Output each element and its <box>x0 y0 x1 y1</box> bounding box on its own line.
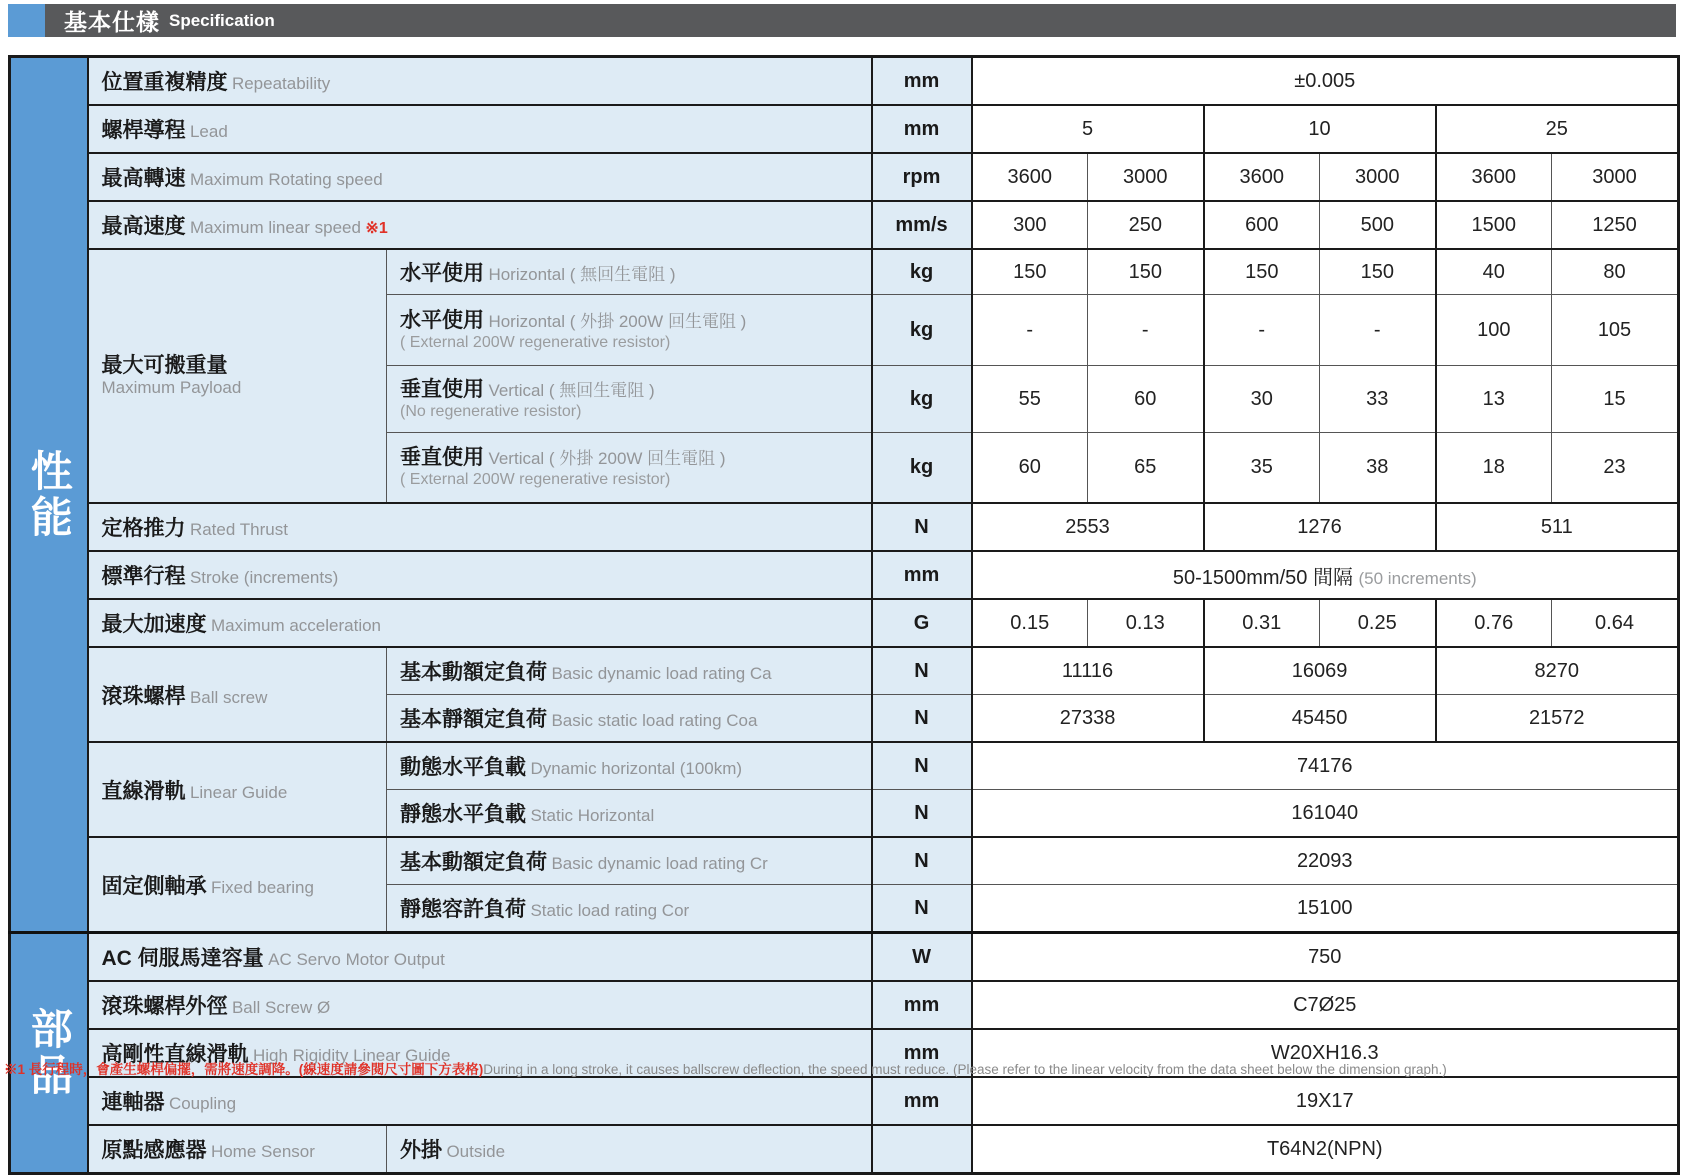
payload-value: 33 <box>1320 366 1436 433</box>
ball-screw-dia-unit: mm <box>872 981 972 1029</box>
ball-screw-static-value: 21572 <box>1436 695 1679 743</box>
linear-guide-static-unit: N <box>872 790 972 838</box>
row-max-acceleration <box>10 599 1679 647</box>
payload-value: 100 <box>1436 295 1552 366</box>
footnote-en: During in a long stroke, it causes ballscrew deflection, the speed must reduce. (Please refer to the linear velocity from the data sheet below the dimension graph.) <box>483 1062 1447 1077</box>
payload-unit: kg <box>872 295 972 366</box>
payload-value: 65 <box>1088 433 1204 504</box>
rated-thrust-value: 511 <box>1436 503 1679 551</box>
payload-value: - <box>1204 295 1320 366</box>
lin-speed-value: 1250 <box>1552 201 1679 249</box>
linear-guide-static-value: 161040 <box>972 790 1679 838</box>
payload-value: 150 <box>1204 249 1320 295</box>
linear-guide-static-label: 靜態水平負載 Static Horizontal <box>387 790 872 838</box>
section-parts-text: 部品 <box>25 1007 73 1099</box>
lin-speed-value: 300 <box>972 201 1088 249</box>
payload-value: 13 <box>1436 366 1552 433</box>
ball-screw-dynamic-value: 11116 <box>972 647 1204 695</box>
home-sensor-label: 原點感應器 Home Sensor <box>88 1125 387 1174</box>
accel-value: 0.25 <box>1320 599 1436 647</box>
linear-guide-dynamic-value: 74176 <box>972 742 1679 790</box>
coupling-label: 連軸器 Coupling <box>88 1077 872 1125</box>
payload-value: 23 <box>1552 433 1679 504</box>
payload-unit: kg <box>872 249 972 295</box>
rot-speed-value: 3600 <box>1204 153 1320 201</box>
lead-value-25: 25 <box>1436 105 1679 153</box>
payload-value: 15 <box>1552 366 1679 433</box>
rot-speed-value: 3000 <box>1552 153 1679 201</box>
ball-screw-static-unit: N <box>872 695 972 743</box>
fixed-bearing-static-value: 15100 <box>972 885 1679 933</box>
accel-value: 0.15 <box>972 599 1088 647</box>
home-sensor-sub-label: 外掛 Outside <box>387 1125 872 1174</box>
max-rotating-speed-unit: rpm <box>872 153 972 201</box>
specification-table <box>8 55 1680 1175</box>
ball-screw-static-value: 45450 <box>1204 695 1436 743</box>
accel-value: 0.76 <box>1436 599 1552 647</box>
row-stroke <box>10 551 1679 599</box>
payload-unit: kg <box>872 433 972 504</box>
rated-thrust-unit: N <box>872 503 972 551</box>
row-linear-guide-dynamic <box>10 742 1679 790</box>
section-label-performance <box>10 57 88 933</box>
payload-value: 105 <box>1552 295 1679 366</box>
row-coupling <box>10 1077 1679 1125</box>
payload-value: 38 <box>1320 433 1436 504</box>
ball-screw-dynamic-unit: N <box>872 647 972 695</box>
lin-speed-value: 250 <box>1088 201 1204 249</box>
payload-value: - <box>972 295 1088 366</box>
linear-guide-dynamic-unit: N <box>872 742 972 790</box>
payload-value: - <box>1320 295 1436 366</box>
fixed-bearing-static-unit: N <box>872 885 972 933</box>
row-fixed-bearing-dynamic <box>10 837 1679 885</box>
accel-value: 0.64 <box>1552 599 1679 647</box>
fixed-bearing-dynamic-unit: N <box>872 837 972 885</box>
linear-guide-dynamic-label: 動態水平負載 Dynamic horizontal (100km) <box>387 742 872 790</box>
repeatability-label: 位置重複精度 Repeatability <box>88 57 872 106</box>
payload-value: - <box>1088 295 1204 366</box>
payload-value: 60 <box>1088 366 1204 433</box>
home-sensor-unit <box>872 1125 972 1174</box>
page-title-zh: 基本仕樣 <box>64 9 160 35</box>
lead-label: 螺桿導程 Lead <box>88 105 872 153</box>
ball-screw-static-value: 27338 <box>972 695 1204 743</box>
repeatability-unit: mm <box>872 57 972 106</box>
payload-value: 35 <box>1204 433 1320 504</box>
payload-value: 150 <box>1088 249 1204 295</box>
linear-guide-group-label: 直線滑軌 Linear Guide <box>88 742 387 837</box>
row-max-linear-speed <box>10 201 1679 249</box>
fixed-bearing-static-label: 靜態容許負荷 Static load rating Cor <box>387 885 872 933</box>
page-title-en: Specification <box>169 10 275 30</box>
rated-thrust-label: 定格推力 Rated Thrust <box>88 503 872 551</box>
ball-screw-static-label: 基本靜額定負荷 Basic static load rating Coa <box>387 695 872 743</box>
footnote <box>4 1062 1680 1079</box>
stroke-unit: mm <box>872 551 972 599</box>
coupling-unit: mm <box>872 1077 972 1125</box>
row-repeatability <box>10 57 1679 106</box>
payload-value: 150 <box>972 249 1088 295</box>
lead-unit: mm <box>872 105 972 153</box>
rated-thrust-value: 2553 <box>972 503 1204 551</box>
payload-horizontal-ext-regen-label: 水平使用 Horizontal ( 外掛 200W 回生電阻 ) ( External 200W regenerative resistor) <box>387 295 872 366</box>
max-linear-speed-label: 最高速度 Maximum linear speed ※1 <box>88 201 872 249</box>
lead-value-5: 5 <box>972 105 1204 153</box>
payload-horizontal-no-regen-label: 水平使用 Horizontal ( 無回生電阻 ) <box>387 249 872 295</box>
lead-value-10: 10 <box>1204 105 1436 153</box>
ball-screw-dia-value: C7Ø25 <box>972 981 1679 1029</box>
rot-speed-value: 3000 <box>1320 153 1436 201</box>
max-payload-group-label: 最大可搬重量 Maximum Payload <box>88 249 387 503</box>
payload-value: 150 <box>1320 249 1436 295</box>
payload-value: 55 <box>972 366 1088 433</box>
payload-value: 40 <box>1436 249 1552 295</box>
fixed-bearing-dynamic-label: 基本動額定負荷 Basic dynamic load rating Cr <box>387 837 872 885</box>
row-home-sensor <box>10 1125 1679 1174</box>
rigidity-guide-label: 高剛性直線滑軌 High Rigidity Linear Guide <box>88 1029 872 1077</box>
row-max-rotating-speed <box>10 153 1679 201</box>
payload-value: 60 <box>972 433 1088 504</box>
row-servo-output <box>10 933 1679 982</box>
footnote-zh: ※1 長行程時，會產生螺桿偏擺，需將速度調降。(線速度請參閱尺寸圖下方表格) <box>4 1062 484 1077</box>
max-acceleration-label: 最大加速度 Maximum acceleration <box>88 599 872 647</box>
payload-vertical-ext-regen-label: 垂直使用 Vertical ( 外掛 200W 回生電阻 ) ( External 200W regenerative resistor) <box>387 433 872 504</box>
row-ball-screw-dia <box>10 981 1679 1029</box>
header-accent-square <box>8 4 45 37</box>
servo-output-value: 750 <box>972 933 1679 982</box>
page-title <box>64 4 275 37</box>
payload-unit: kg <box>872 366 972 433</box>
rot-speed-value: 3600 <box>1436 153 1552 201</box>
accel-value: 0.31 <box>1204 599 1320 647</box>
payload-value: 18 <box>1436 433 1552 504</box>
row-ball-screw-dynamic <box>10 647 1679 695</box>
rigidity-guide-unit: mm <box>872 1029 972 1077</box>
rated-thrust-value: 1276 <box>1204 503 1436 551</box>
payload-value: 30 <box>1204 366 1320 433</box>
footnote-marker: ※1 <box>365 220 388 237</box>
servo-output-label: AC 伺服馬達容量 AC Servo Motor Output <box>88 933 872 982</box>
max-linear-speed-unit: mm/s <box>872 201 972 249</box>
ball-screw-dynamic-value: 16069 <box>1204 647 1436 695</box>
ball-screw-dia-label: 滾珠螺桿外徑 Ball Screw Ø <box>88 981 872 1029</box>
repeatability-value: ±0.005 <box>972 57 1679 106</box>
coupling-value: 19X17 <box>972 1077 1679 1125</box>
section-label-parts <box>10 933 88 1174</box>
stroke-label: 標準行程 Stroke (increments) <box>88 551 872 599</box>
payload-value: 80 <box>1552 249 1679 295</box>
ball-screw-group-label: 滾珠螺桿 Ball screw <box>88 647 387 742</box>
ball-screw-dynamic-value: 8270 <box>1436 647 1679 695</box>
fixed-bearing-dynamic-value: 22093 <box>972 837 1679 885</box>
rigidity-guide-value: W20XH16.3 <box>972 1029 1679 1077</box>
rot-speed-value: 3000 <box>1088 153 1204 201</box>
lin-speed-value: 500 <box>1320 201 1436 249</box>
rot-speed-value: 3600 <box>972 153 1088 201</box>
accel-value: 0.13 <box>1088 599 1204 647</box>
servo-output-unit: W <box>872 933 972 982</box>
lin-speed-value: 1500 <box>1436 201 1552 249</box>
ball-screw-dynamic-label: 基本動額定負荷 Basic dynamic load rating Ca <box>387 647 872 695</box>
section-performance-text: 性能 <box>25 448 73 541</box>
home-sensor-value: T64N2(NPN) <box>972 1125 1679 1174</box>
max-rotating-speed-label: 最高轉速 Maximum Rotating speed <box>88 153 872 201</box>
payload-vertical-no-regen-label: 垂直使用 Vertical ( 無回生電阻 ) (No regenerative resistor) <box>387 366 872 433</box>
stroke-value: 50-1500mm/50 間隔 (50 increments) <box>972 551 1679 599</box>
row-lead <box>10 105 1679 153</box>
max-acceleration-unit: G <box>872 599 972 647</box>
row-rated-thrust <box>10 503 1679 551</box>
lin-speed-value: 600 <box>1204 201 1320 249</box>
row-payload-horizontal-no-regen <box>10 249 1679 295</box>
fixed-bearing-group-label: 固定側軸承 Fixed bearing <box>88 837 387 933</box>
